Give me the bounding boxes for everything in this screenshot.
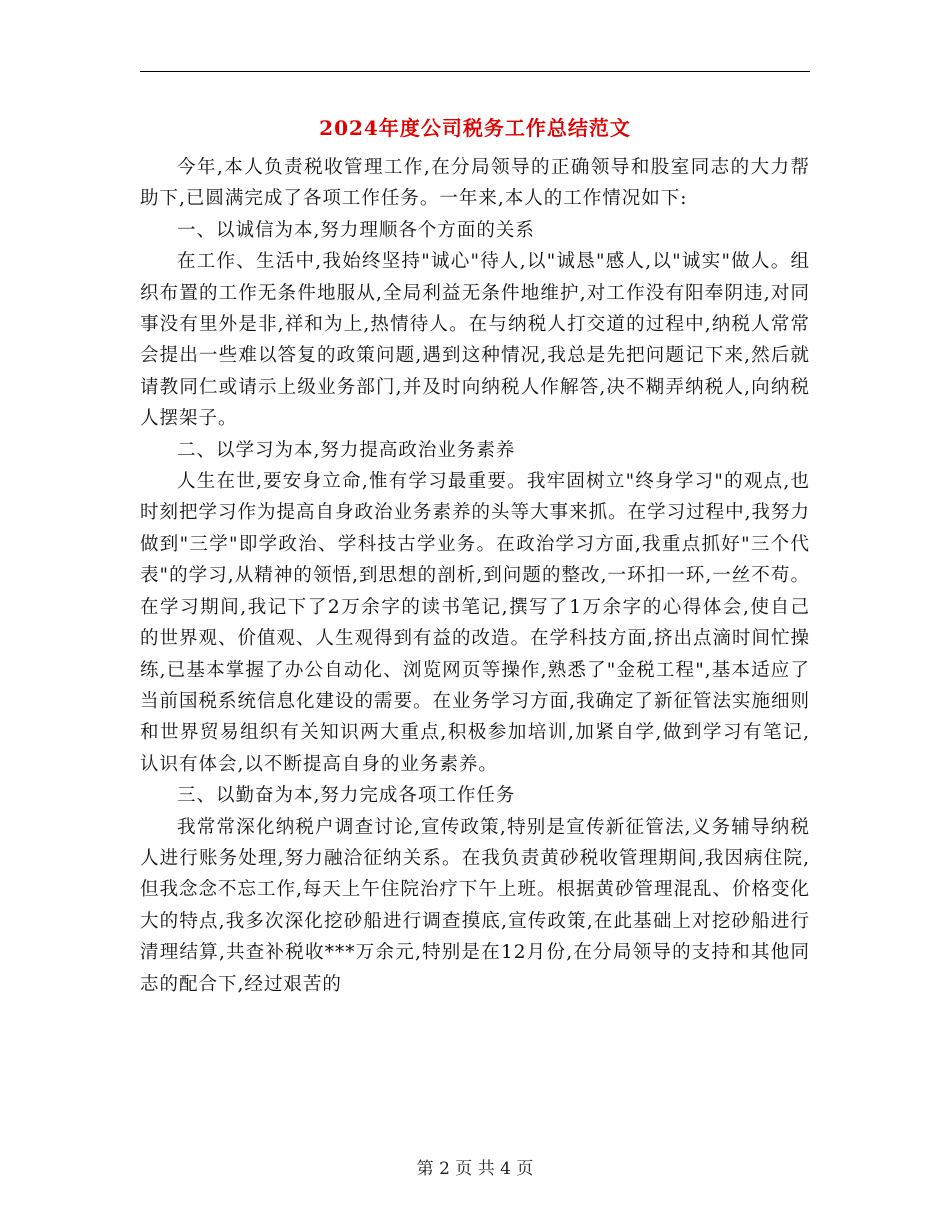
intro-paragraph: 今年,本人负责税收管理工作,在分局领导的正确领导和股室同志的大力帮助下,已圆满完成了各项工作任务。一年来,本人的工作情况如下:: [140, 157, 810, 210]
section-heading-3: 三、以勤奋为本,努力完成各项工作任务: [177, 785, 516, 807]
section-paragraph-2: 人生在世,要安身立命,惟有学习最重要。我牢固树立"终身学习"的观点,也时刻把学习作为提高自身政治业务素养的头等大事来抓。在学习过程中,我努力做到"三学"即学政治、学科技古学业务。在政治学习方面,我重点抓好"三个代表"的学习,从精神的领悟,到思想的剖析,到问题的整改,一环扣一环,一丝不苟。在学习期间,我记下了2万余字的读书笔记,撰写了1万余字的心得体会,使自己的世界观、价值观、人生观得到有益的改造。在学科技方面,挤出点滴时间忙操练,已基本掌握了办公自动化、浏览网页等操作,熟悉了"金税工程",基本适应了当前国税系统信息化建设的需要。在业务学习方面,我确定了新征管法实施细则和世界贸易组织有关知识两大重点,积极参加培训,加紧自学,做到学习有笔记,认识有体会,以不断提高自身的业务素养。: [140, 471, 810, 775]
page-number-footer: 第 2 页 共 4 页: [416, 1159, 534, 1179]
section-heading-1: 一、以诚信为本,努力理顺各个方面的关系: [177, 219, 535, 241]
document-body: [140, 152, 810, 1000]
section-heading-2: 二、以学习为本,努力提高政治业务素养: [177, 439, 516, 461]
header-rule: [140, 71, 810, 72]
section-paragraph-1: 在工作、生活中,我始终坚持"诚心"待人,以"诚恳"感人,以"诚实"做人。组织布置的工作无条件地服从,全局利益无条件地维护,对工作没有阳奉阴违,对同事没有里外是非,祥和为上,热情待人。在与纳税人打交道的过程中,纳税人常常会提出一些难以答复的政策问题,遇到这种情况,我总是先把问题记下来,然后就请教同仁或请示上级业务部门,并及时向纳税人作解答,决不糊弄纳税人,向纳税人摆架子。: [140, 251, 810, 430]
document-title: 2024年度公司税务工作总结范文: [319, 116, 631, 140]
section-paragraph-3: 我常常深化纳税户调查讨论,宣传政策,特别是宣传新征管法,义务辅导纳税人进行账务处理,努力融洽征纳关系。在我负责黄砂税收管理期间,我因病住院,但我念念不忘工作,每天上午住院治疗下午上班。根据黄砂管理混乱、价格变化大的特点,我多次深化挖砂船进行调查摸底,宣传政策,在此基础上对挖砂船进行清理结算,共查补税收***万余元,特别是在12月份,在分局领导的支持和其他同志的配合下,经过艰苦的: [140, 816, 810, 995]
